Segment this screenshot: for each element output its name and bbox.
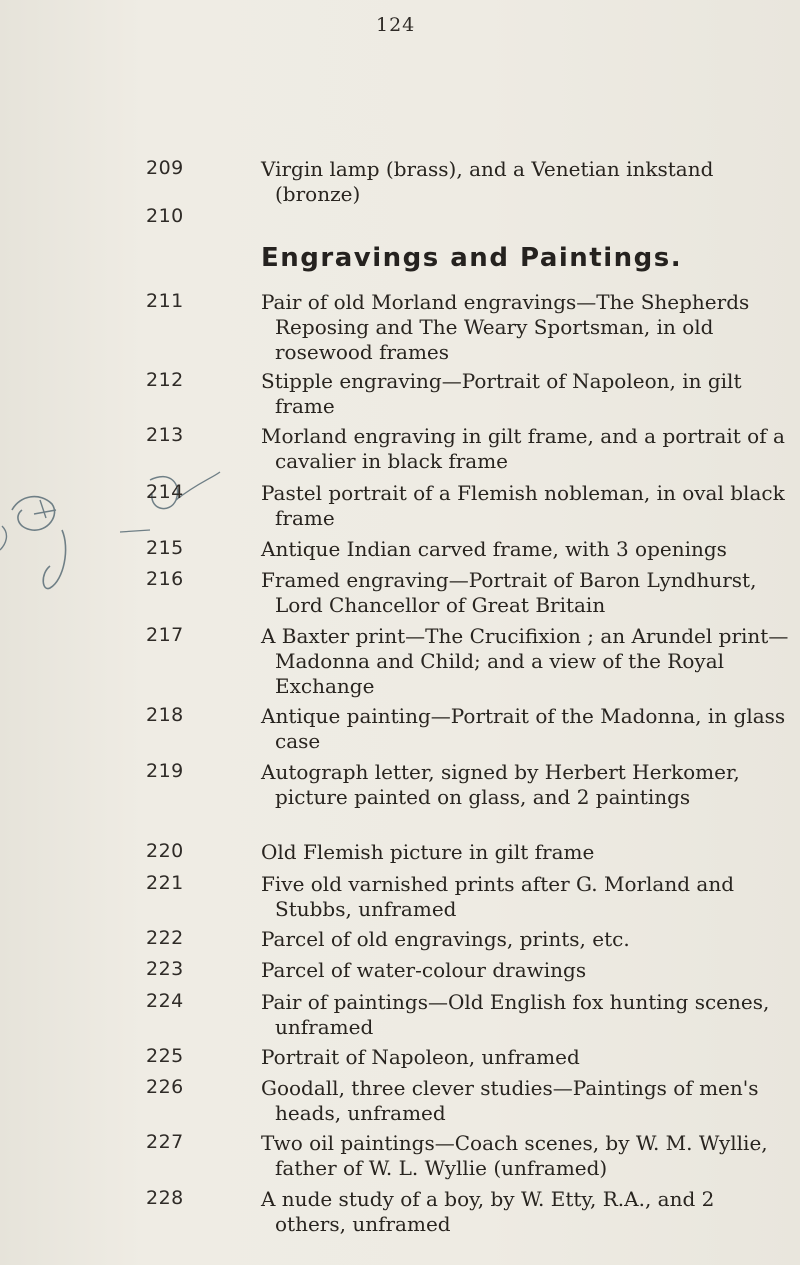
lot-number: 226	[146, 1076, 184, 1098]
lot-description: Portrait of Napoleon, unframed	[261, 1045, 580, 1069]
lot-number: 211	[146, 290, 184, 312]
lot-description: Framed engraving—Portrait of Baron Lyndhurst, Lord Chancellor of Great Britain	[261, 568, 757, 617]
lot-description: Virgin lamp (brass), and a Venetian inkstand (bronze)	[261, 157, 714, 206]
lot-number: 224	[146, 990, 184, 1012]
lot-number: 214	[146, 481, 184, 503]
lot-description: Autograph letter, signed by Herbert Herkomer, picture painted on glass, and 2 paintings	[261, 760, 740, 809]
lot-description: Old Flemish picture in gilt frame	[261, 840, 595, 864]
lot-description: Parcel of old engravings, prints, etc.	[261, 927, 630, 951]
lot-number: 216	[146, 568, 184, 590]
section-heading: Engravings and Paintings.	[261, 243, 683, 273]
lot-number: 228	[146, 1187, 184, 1209]
lot-number: 218	[146, 704, 184, 726]
lot-description: A nude study of a boy, by W. Etty, R.A., and 2 others, unframed	[261, 1187, 715, 1236]
page-number: 124	[376, 14, 416, 36]
lot-description: A Baxter print—The Crucifixion ; an Arundel print—Madonna and Child; and a view of the Royal Exchange	[261, 624, 789, 698]
pencil-doodle	[0, 470, 240, 620]
lot-number: 221	[146, 872, 184, 894]
lot-number: 213	[146, 424, 184, 446]
lot-description: Morland engraving in gilt frame, and a portrait of a cavalier in black frame	[261, 424, 785, 473]
lot-description: Pair of paintings—Old English fox hunting scenes, unframed	[261, 990, 770, 1039]
lot-number: 223	[146, 958, 184, 980]
lot-description: Five old varnished prints after G. Morland and Stubbs, unframed	[261, 872, 735, 921]
lot-number: 227	[146, 1131, 184, 1153]
lot-number: 222	[146, 927, 184, 949]
lot-description: Antique painting—Portrait of the Madonna, in glass case	[261, 704, 786, 753]
lot-description: Parcel of water-colour drawings	[261, 958, 587, 982]
lot-description: Pair of old Morland engravings—The Shepherds Reposing and The Weary Sportsman, in old rosewood frames	[261, 290, 750, 364]
lot-number: 225	[146, 1045, 184, 1067]
lot-number: 209	[146, 157, 184, 179]
lot-description: Stipple engraving—Portrait of Napoleon, in gilt frame	[261, 369, 742, 418]
lot-description: Two oil paintings—Coach scenes, by W. M. Wyllie, father of W. L. Wyllie (unframed)	[261, 1131, 768, 1180]
lot-number: 219	[146, 760, 184, 782]
lot-number: 217	[146, 624, 184, 646]
lot-description: Pastel portrait of a Flemish nobleman, in oval black frame	[261, 481, 785, 530]
lot-number: 220	[146, 840, 184, 862]
lot-description: Antique Indian carved frame, with 3 openings	[261, 537, 727, 561]
lot-number: 215	[146, 537, 184, 559]
lot-number: 212	[146, 369, 184, 391]
lot-number: 210	[146, 205, 184, 227]
lot-description: Goodall, three clever studies—Paintings of men's heads, unframed	[261, 1076, 759, 1125]
